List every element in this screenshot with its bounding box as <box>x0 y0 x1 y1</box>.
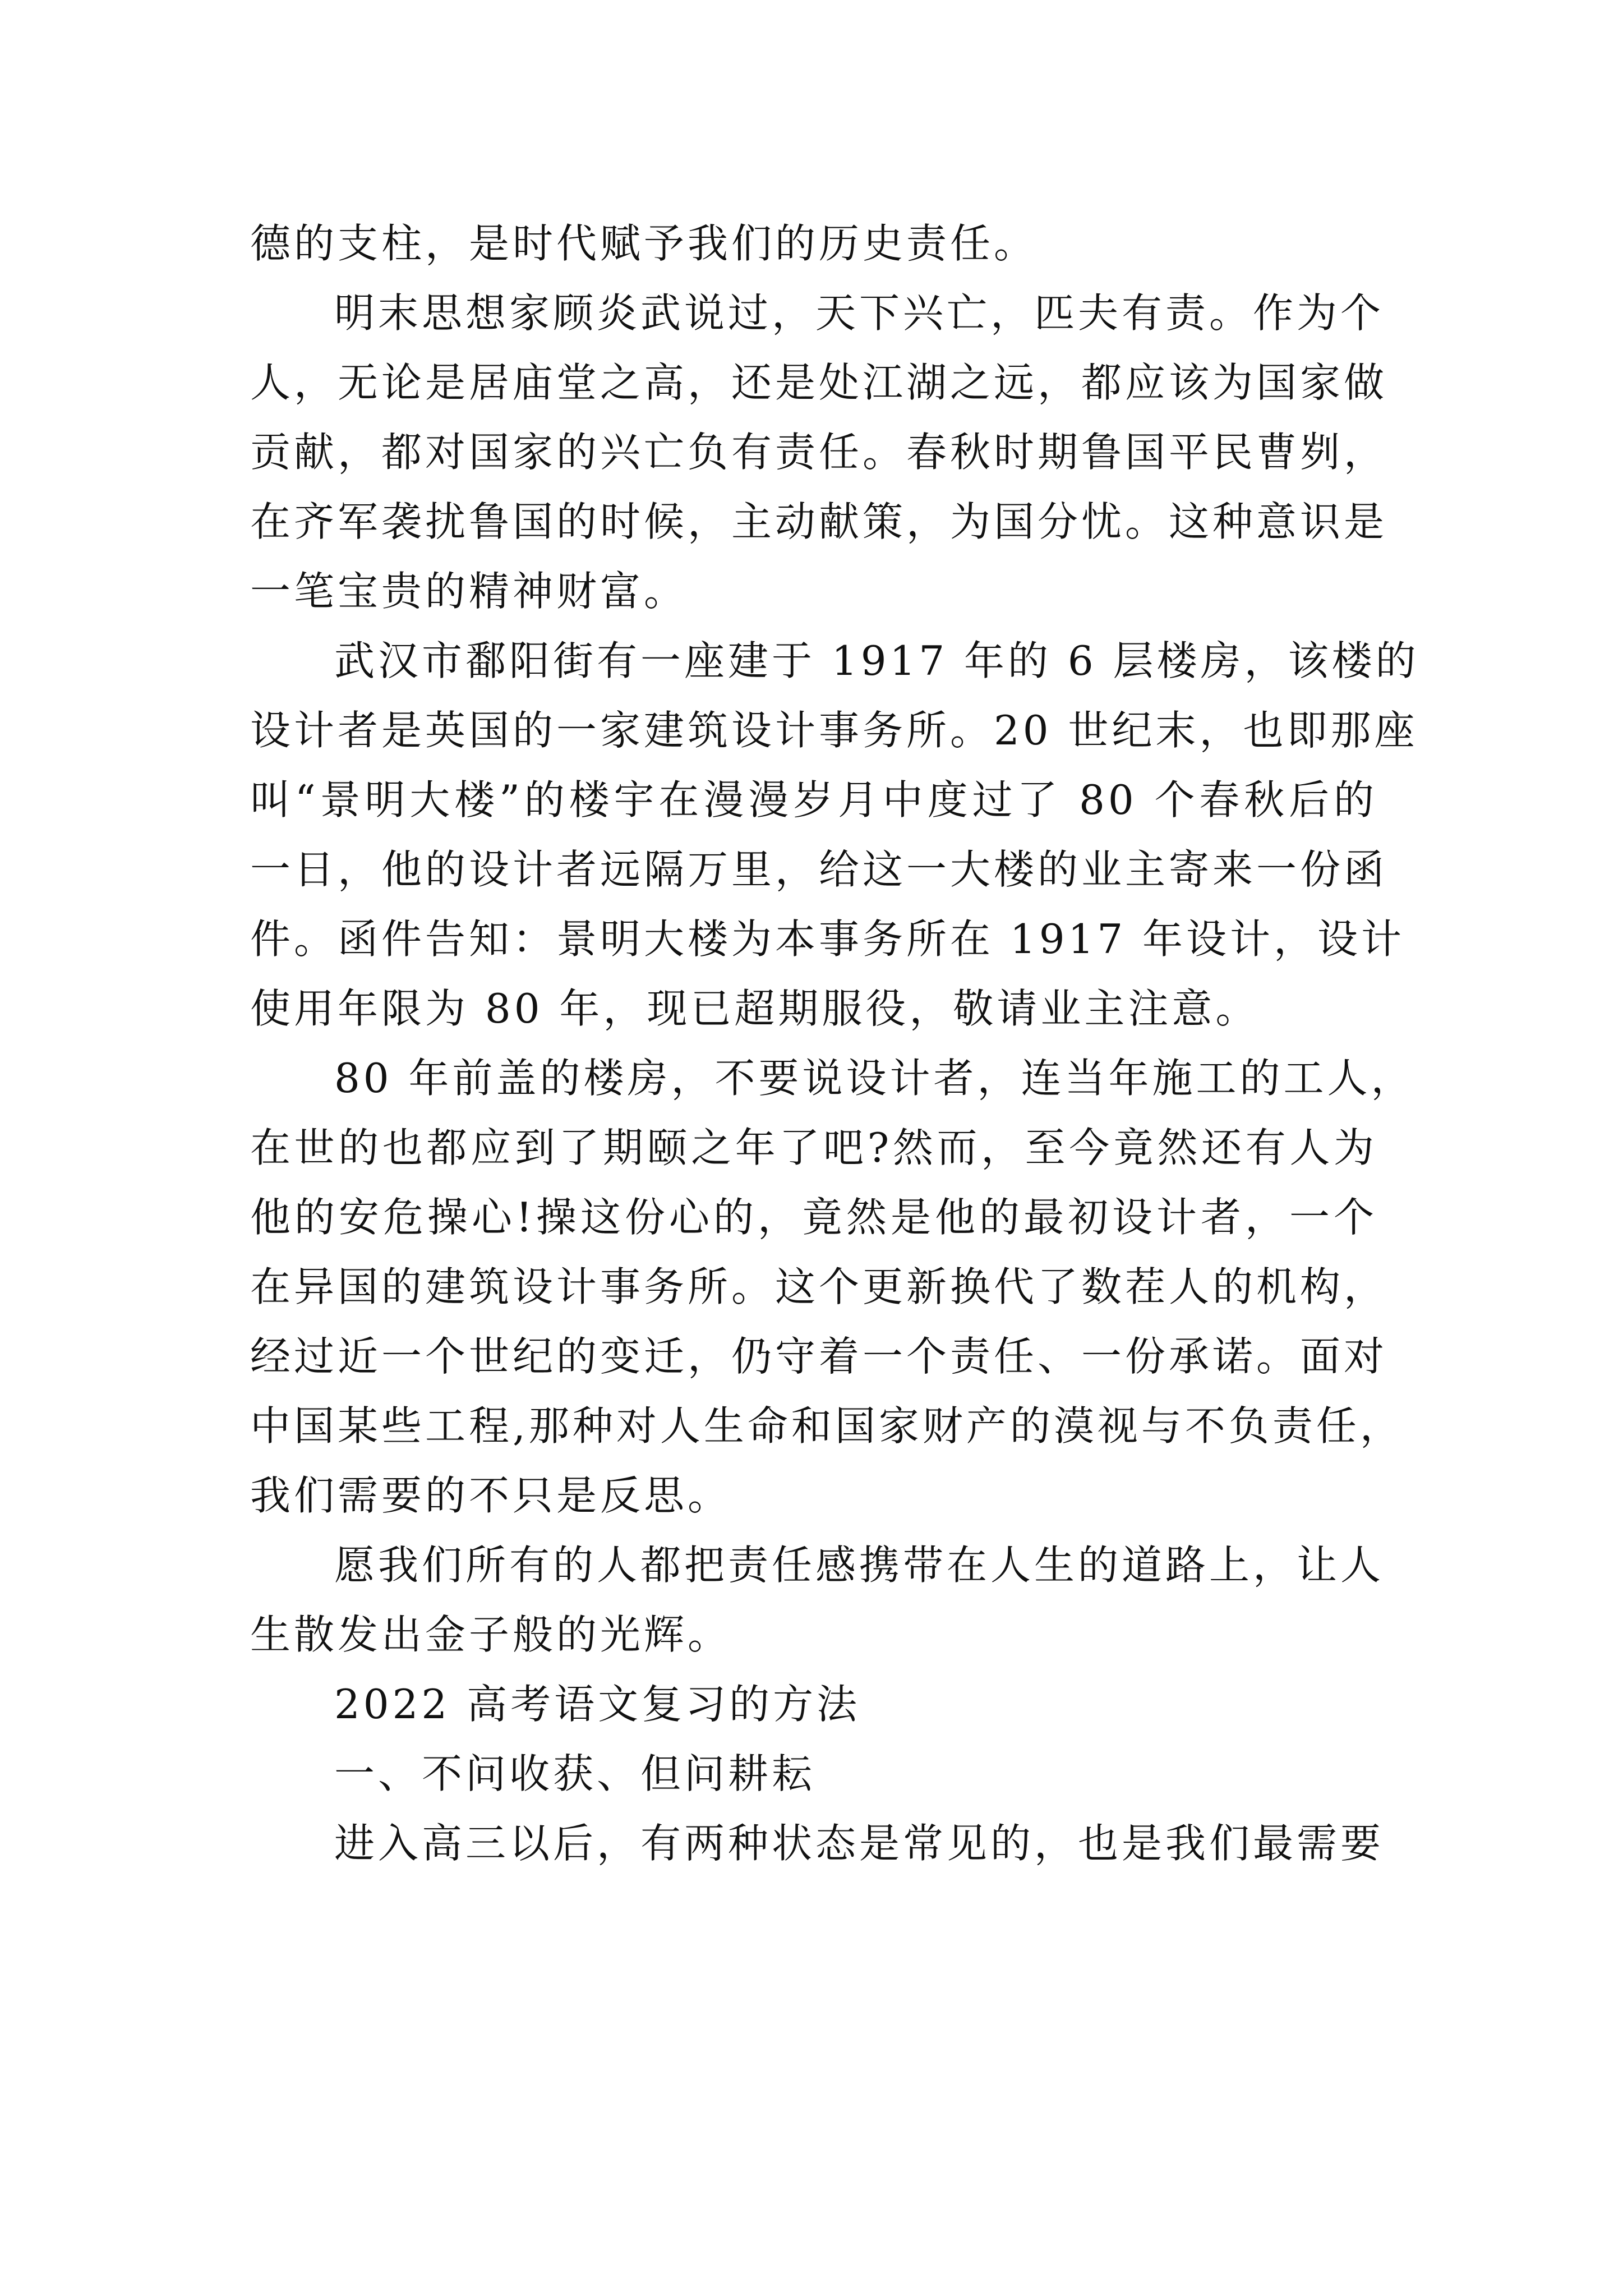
text-line: 人，无论是居庙堂之高，还是处江湖之远，都应该为国家做 <box>250 359 1388 406</box>
text-line: 生散发出金子般的光辉。 <box>250 1611 732 1658</box>
text-line: 一笔宝贵的精神财富。 <box>250 568 688 615</box>
text-line: 明末思想家顾炎武说过，天下兴亡，匹夫有责。作为个 <box>334 289 1385 337</box>
text-line: 他的安危操心!操这份心的，竟然是他的最初设计者，一个 <box>250 1194 1377 1241</box>
text-line: 中国某些工程,那种对人生命和国家财产的漠视与不负责任， <box>250 1402 1404 1450</box>
text-line: 设计者是英国的一家建筑设计事务所。20 世纪末，也即那座 <box>250 707 1418 754</box>
text-line: 叫“景明大楼”的楼宇在漫漫岁月中度过了 80 个春秋后的 <box>250 776 1377 823</box>
text-line: 进入高三以后，有两种状态是常见的，也是我们最需要 <box>334 1820 1385 1867</box>
text-line: 贡献，都对国家的兴亡负有责任。春秋时期鲁国平民曹刿， <box>250 429 1388 476</box>
text-line: 在异国的建筑设计事务所。这个更新换代了数茬人的机构， <box>250 1263 1388 1310</box>
document-body <box>250 209 1419 1878</box>
text-line: 我们需要的不只是反思。 <box>250 1472 732 1519</box>
text-line: 使用年限为 80 年，现已超期服役，敬请业主注意。 <box>250 985 1260 1032</box>
text-line: 武汉市鄱阳街有一座建于 1917 年的 6 层楼房，该楼的 <box>334 637 1419 684</box>
text-line: 在世的也都应到了期颐之年了吧?然而，至今竟然还有人为 <box>250 1124 1377 1171</box>
text-line: 经过近一个世纪的变迁，仍守着一个责任、一份承诺。面对 <box>250 1333 1388 1380</box>
text-line: 80 年前盖的楼房，不要说设计者，连当年施工的工人， <box>334 1055 1415 1102</box>
text-line: 在齐军袭扰鲁国的时候，主动献策，为国分忧。这种意识是 <box>250 498 1388 545</box>
text-line: 一日，他的设计者远隔万里，给这一大楼的业主寄来一份函 <box>250 846 1388 893</box>
section-heading: 2022 高考语文复习的方法 <box>334 1681 861 1728</box>
text-line: 件。函件告知：景明大楼为本事务所在 1917 年设计，设计 <box>250 915 1405 963</box>
text-line: 愿我们所有的人都把责任感携带在人生的道路上，让人 <box>334 1542 1385 1589</box>
text-line: 德的支柱，是时代赋予我们的历史责任。 <box>250 220 1038 267</box>
subsection-heading: 一、不问收获、但问耕耘 <box>334 1750 816 1797</box>
